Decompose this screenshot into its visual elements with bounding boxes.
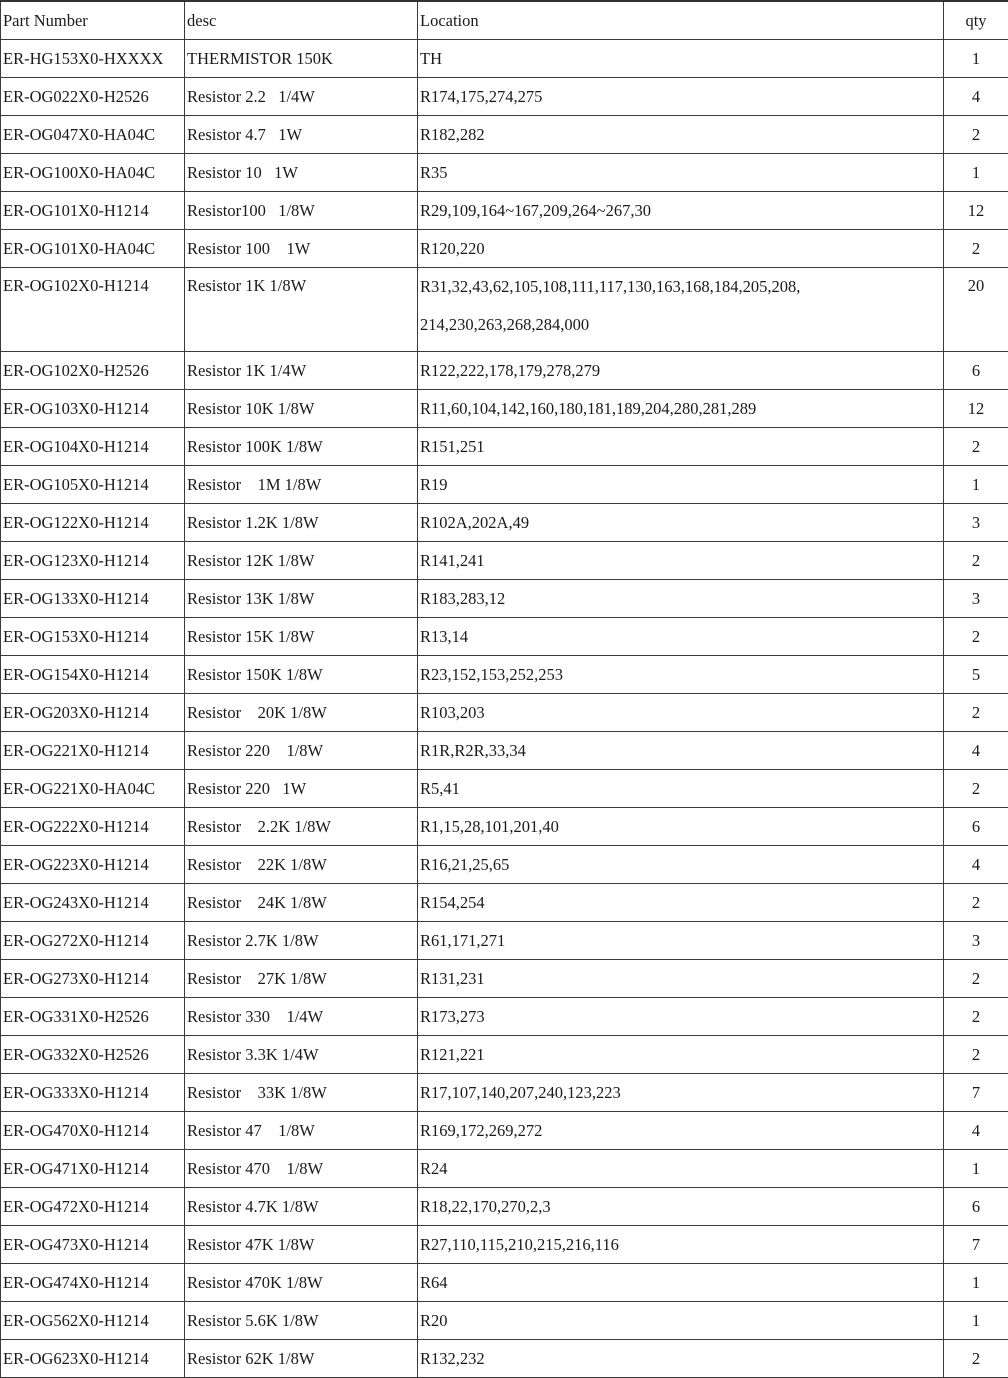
desc-cell: Resistor 15K 1/8W <box>185 618 418 656</box>
part-number-cell: ER-OG221X0-HA04C <box>1 770 185 808</box>
part-number-cell: ER-OG470X0-H1214 <box>1 1112 185 1150</box>
desc-cell: Resistor 27K 1/8W <box>185 960 418 998</box>
location-cell: R23,152,153,252,253 <box>418 656 944 694</box>
desc-cell: Resistor 24K 1/8W <box>185 884 418 922</box>
desc-cell: Resistor 2.2 1/4W <box>185 78 418 116</box>
table-row <box>1 1302 1008 1340</box>
part-number-cell: ER-OG100X0-HA04C <box>1 154 185 192</box>
part-number-cell: ER-OG101X0-H1214 <box>1 192 185 230</box>
qty-cell: 2 <box>944 884 1008 922</box>
header-location: Location <box>418 1 944 40</box>
qty-cell: 6 <box>944 808 1008 846</box>
part-number-cell: ER-OG471X0-H1214 <box>1 1150 185 1188</box>
table-row <box>1 1112 1008 1150</box>
table-row <box>1 1226 1008 1264</box>
desc-cell: Resistor 4.7K 1/8W <box>185 1188 418 1226</box>
part-number-cell: ER-OG273X0-H1214 <box>1 960 185 998</box>
desc-cell: Resistor 3.3K 1/4W <box>185 1036 418 1074</box>
location-cell: R1,15,28,101,201,40 <box>418 808 944 846</box>
location-cell: TH <box>418 40 944 78</box>
qty-cell: 1 <box>944 1264 1008 1302</box>
bom-body <box>1 40 1008 1378</box>
table-row <box>1 116 1008 154</box>
location-cell: R122,222,178,179,278,279 <box>418 352 944 390</box>
part-number-cell: ER-OG333X0-H1214 <box>1 1074 185 1112</box>
table-row <box>1 192 1008 230</box>
table-row <box>1 1188 1008 1226</box>
desc-cell: Resistor 22K 1/8W <box>185 846 418 884</box>
table-row <box>1 1036 1008 1074</box>
table-row <box>1 40 1008 78</box>
part-number-cell: ER-OG221X0-H1214 <box>1 732 185 770</box>
location-cell: R174,175,274,275 <box>418 78 944 116</box>
part-number-cell: ER-OG331X0-H2526 <box>1 998 185 1036</box>
location-cell: R173,273 <box>418 998 944 1036</box>
part-number-cell: ER-OG623X0-H1214 <box>1 1340 185 1378</box>
desc-cell: Resistor 5.6K 1/8W <box>185 1302 418 1340</box>
desc-cell: Resistor 220 1W <box>185 770 418 808</box>
qty-cell: 7 <box>944 1226 1008 1264</box>
qty-cell: 2 <box>944 1340 1008 1378</box>
qty-cell: 1 <box>944 1150 1008 1188</box>
part-number-cell: ER-HG153X0-HXXXX <box>1 40 185 78</box>
location-cell: R13,14 <box>418 618 944 656</box>
table-row <box>1 998 1008 1036</box>
part-number-cell: ER-OG222X0-H1214 <box>1 808 185 846</box>
table-row <box>1 770 1008 808</box>
part-number-cell: ER-OG022X0-H2526 <box>1 78 185 116</box>
qty-cell: 4 <box>944 1112 1008 1150</box>
part-number-cell: ER-OG103X0-H1214 <box>1 390 185 428</box>
location-line: R31,32,43,62,105,108,111,117,130,163,168,184,205,208, <box>420 268 943 306</box>
desc-cell: Resistor 1.2K 1/8W <box>185 504 418 542</box>
location-cell: R5,41 <box>418 770 944 808</box>
qty-cell: 2 <box>944 618 1008 656</box>
desc-cell: Resistor 10K 1/8W <box>185 390 418 428</box>
table-row <box>1 154 1008 192</box>
qty-cell: 2 <box>944 770 1008 808</box>
qty-cell: 2 <box>944 1036 1008 1074</box>
table-row <box>1 656 1008 694</box>
part-number-cell: ER-OG243X0-H1214 <box>1 884 185 922</box>
table-row <box>1 1074 1008 1112</box>
desc-cell: THERMISTOR 150K <box>185 40 418 78</box>
location-cell: R64 <box>418 1264 944 1302</box>
part-number-cell: ER-OG472X0-H1214 <box>1 1188 185 1226</box>
part-number-cell: ER-OG122X0-H1214 <box>1 504 185 542</box>
location-cell: R17,107,140,207,240,123,223 <box>418 1074 944 1112</box>
location-cell: R132,232 <box>418 1340 944 1378</box>
table-row <box>1 580 1008 618</box>
desc-cell: Resistor 10 1W <box>185 154 418 192</box>
part-number-cell: ER-OG473X0-H1214 <box>1 1226 185 1264</box>
desc-cell: Resistor 1K 1/8W <box>185 268 418 352</box>
qty-cell: 20 <box>944 268 1008 352</box>
part-number-cell: ER-OG102X0-H1214 <box>1 268 185 352</box>
qty-cell: 4 <box>944 78 1008 116</box>
desc-cell: Resistor 150K 1/8W <box>185 656 418 694</box>
table-row <box>1 466 1008 504</box>
qty-cell: 2 <box>944 428 1008 466</box>
location-cell: R61,171,271 <box>418 922 944 960</box>
location-cell: R103,203 <box>418 694 944 732</box>
qty-cell: 12 <box>944 390 1008 428</box>
qty-cell: 12 <box>944 192 1008 230</box>
header-row <box>1 1 1008 40</box>
location-cell: R18,22,170,270,2,3 <box>418 1188 944 1226</box>
desc-cell: Resistor 470K 1/8W <box>185 1264 418 1302</box>
table-row <box>1 922 1008 960</box>
qty-cell: 4 <box>944 732 1008 770</box>
qty-cell: 2 <box>944 998 1008 1036</box>
part-number-cell: ER-OG272X0-H1214 <box>1 922 185 960</box>
qty-cell: 6 <box>944 1188 1008 1226</box>
desc-cell: Resistor 20K 1/8W <box>185 694 418 732</box>
part-number-cell: ER-OG203X0-H1214 <box>1 694 185 732</box>
part-number-cell: ER-OG104X0-H1214 <box>1 428 185 466</box>
location-cell: R120,220 <box>418 230 944 268</box>
location-cell: R11,60,104,142,160,180,181,189,204,280,281,289 <box>418 390 944 428</box>
header-desc: desc <box>185 1 418 40</box>
desc-cell: Resistor 330 1/4W <box>185 998 418 1036</box>
location-cell: R102A,202A,49 <box>418 504 944 542</box>
table-row <box>1 390 1008 428</box>
location-cell: R183,283,12 <box>418 580 944 618</box>
location-cell: R1R,R2R,33,34 <box>418 732 944 770</box>
qty-cell: 4 <box>944 846 1008 884</box>
location-cell: R27,110,115,210,215,216,116 <box>418 1226 944 1264</box>
desc-cell: Resistor 33K 1/8W <box>185 1074 418 1112</box>
table-row <box>1 960 1008 998</box>
part-number-cell: ER-OG154X0-H1214 <box>1 656 185 694</box>
header-qty: qty <box>944 1 1008 40</box>
desc-cell: Resistor 4.7 1W <box>185 116 418 154</box>
desc-cell: Resistor100 1/8W <box>185 192 418 230</box>
table-row <box>1 808 1008 846</box>
location-cell: R141,241 <box>418 542 944 580</box>
location-line: 214,230,263,268,284,000 <box>420 306 943 344</box>
table-row <box>1 846 1008 884</box>
qty-cell: 6 <box>944 352 1008 390</box>
desc-cell: Resistor 62K 1/8W <box>185 1340 418 1378</box>
qty-cell: 2 <box>944 116 1008 154</box>
part-number-cell: ER-OG123X0-H1214 <box>1 542 185 580</box>
desc-cell: Resistor 13K 1/8W <box>185 580 418 618</box>
location-cell: R29,109,164~167,209,264~267,30 <box>418 192 944 230</box>
table-row <box>1 1340 1008 1378</box>
table-row <box>1 1150 1008 1188</box>
qty-cell: 3 <box>944 922 1008 960</box>
part-number-cell: ER-OG153X0-H1214 <box>1 618 185 656</box>
part-number-cell: ER-OG101X0-HA04C <box>1 230 185 268</box>
part-number-cell: ER-OG562X0-H1214 <box>1 1302 185 1340</box>
location-cell <box>418 268 944 352</box>
location-cell: R121,221 <box>418 1036 944 1074</box>
location-cell: R151,251 <box>418 428 944 466</box>
qty-cell: 1 <box>944 40 1008 78</box>
qty-cell: 5 <box>944 656 1008 694</box>
qty-cell: 2 <box>944 542 1008 580</box>
part-number-cell: ER-OG223X0-H1214 <box>1 846 185 884</box>
part-number-cell: ER-OG133X0-H1214 <box>1 580 185 618</box>
header-part-number: Part Number <box>1 1 185 40</box>
qty-cell: 2 <box>944 694 1008 732</box>
table-row <box>1 1264 1008 1302</box>
qty-cell: 1 <box>944 1302 1008 1340</box>
table-row <box>1 694 1008 732</box>
location-cell: R35 <box>418 154 944 192</box>
qty-cell: 2 <box>944 230 1008 268</box>
qty-cell: 3 <box>944 580 1008 618</box>
part-number-cell: ER-OG474X0-H1214 <box>1 1264 185 1302</box>
table-row <box>1 352 1008 390</box>
location-cell: R182,282 <box>418 116 944 154</box>
location-cell: R169,172,269,272 <box>418 1112 944 1150</box>
desc-cell: Resistor 1M 1/8W <box>185 466 418 504</box>
qty-cell: 7 <box>944 1074 1008 1112</box>
table-row <box>1 732 1008 770</box>
part-number-cell: ER-OG105X0-H1214 <box>1 466 185 504</box>
qty-cell: 1 <box>944 154 1008 192</box>
desc-cell: Resistor 220 1/8W <box>185 732 418 770</box>
table-row <box>1 230 1008 268</box>
desc-cell: Resistor 47 1/8W <box>185 1112 418 1150</box>
table-row <box>1 268 1008 352</box>
table-row <box>1 884 1008 922</box>
qty-cell: 1 <box>944 466 1008 504</box>
qty-cell: 2 <box>944 960 1008 998</box>
desc-cell: Resistor 12K 1/8W <box>185 542 418 580</box>
location-cell: R19 <box>418 466 944 504</box>
part-number-cell: ER-OG102X0-H2526 <box>1 352 185 390</box>
desc-cell: Resistor 47K 1/8W <box>185 1226 418 1264</box>
qty-cell: 3 <box>944 504 1008 542</box>
part-number-cell: ER-OG332X0-H2526 <box>1 1036 185 1074</box>
desc-cell: Resistor 2.2K 1/8W <box>185 808 418 846</box>
table-row <box>1 78 1008 116</box>
desc-cell: Resistor 100 1W <box>185 230 418 268</box>
location-cell: R154,254 <box>418 884 944 922</box>
desc-cell: Resistor 2.7K 1/8W <box>185 922 418 960</box>
table-row <box>1 618 1008 656</box>
location-cell: R24 <box>418 1150 944 1188</box>
desc-cell: Resistor 100K 1/8W <box>185 428 418 466</box>
desc-cell: Resistor 1K 1/4W <box>185 352 418 390</box>
location-cell: R16,21,25,65 <box>418 846 944 884</box>
table-row <box>1 504 1008 542</box>
part-number-cell: ER-OG047X0-HA04C <box>1 116 185 154</box>
desc-cell: Resistor 470 1/8W <box>185 1150 418 1188</box>
table-row <box>1 542 1008 580</box>
location-cell: R20 <box>418 1302 944 1340</box>
table-row <box>1 428 1008 466</box>
location-cell: R131,231 <box>418 960 944 998</box>
